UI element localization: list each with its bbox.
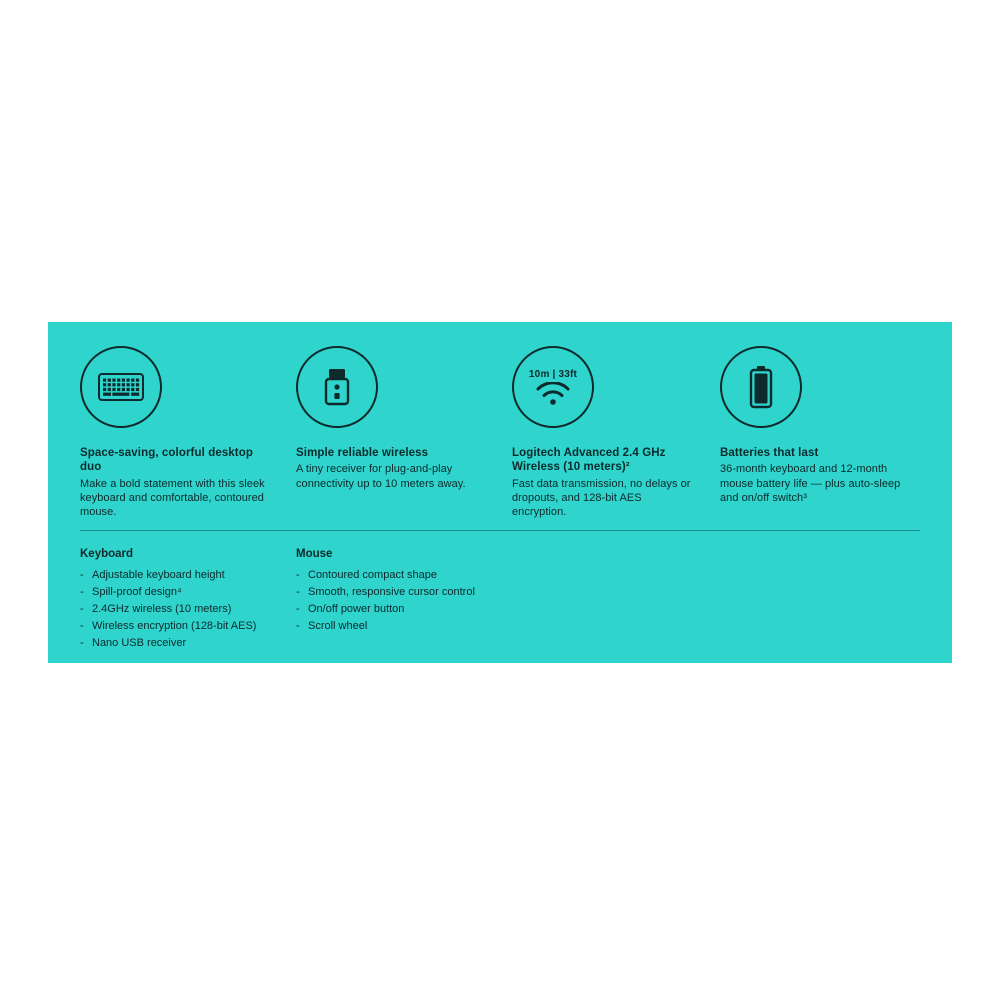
- list-item: - Spill-proof design⁴: [80, 584, 310, 601]
- feature-wireless-receiver: [296, 346, 486, 491]
- section-divider: [80, 530, 920, 531]
- list-item: - Nano USB receiver: [80, 635, 310, 652]
- feature-body: Fast data transmission, no delays or dropouts, and 128-bit AES encryption.: [512, 477, 691, 519]
- list-item: - Smooth, responsive cursor control: [296, 584, 556, 601]
- wifi-range-label: 10m | 33ft: [528, 368, 578, 380]
- spec-column-mouse: [296, 548, 556, 635]
- wifi-signal-icon: [512, 346, 594, 428]
- battery-icon: [720, 346, 802, 428]
- feature-body: 36-month keyboard and 12-month mouse battery life — plus auto-sleep and on/off switch³: [720, 463, 901, 504]
- spec-list: [296, 567, 556, 635]
- list-item: - 2.4GHz wireless (10 meters): [80, 601, 310, 618]
- spec-title: Mouse: [296, 548, 333, 560]
- feature-battery-life: [720, 346, 920, 505]
- feature-title: Logitech Advanced 2.4 GHz Wireless (10 meters)²: [512, 447, 666, 474]
- list-item: - Wireless encryption (128-bit AES): [80, 618, 310, 635]
- usb-receiver-icon: [296, 346, 378, 428]
- product-info-panel: [48, 322, 952, 663]
- list-item: - Contoured compact shape: [296, 567, 556, 584]
- spec-list: [80, 567, 310, 652]
- feature-body: A tiny receiver for plug-and-play connectivity up to 10 meters away.: [296, 463, 466, 490]
- feature-title: Simple reliable wireless: [296, 447, 429, 459]
- feature-row: [48, 322, 952, 532]
- spec-title: Keyboard: [80, 548, 134, 560]
- list-item: - Adjustable keyboard height: [80, 567, 310, 584]
- feature-title: Space-saving, colorful desktop duo: [80, 447, 253, 474]
- feature-keyboard: [80, 346, 270, 520]
- keyboard-icon: [80, 346, 162, 428]
- spec-column-keyboard: [80, 548, 310, 652]
- feature-title: Batteries that last: [720, 447, 819, 459]
- list-item: - Scroll wheel: [296, 618, 556, 635]
- list-item: - On/off power button: [296, 601, 556, 618]
- feature-24ghz-wireless: [512, 346, 694, 520]
- feature-body: Make a bold statement with this sleek keyboard and comfortable, contoured mouse.: [80, 477, 265, 519]
